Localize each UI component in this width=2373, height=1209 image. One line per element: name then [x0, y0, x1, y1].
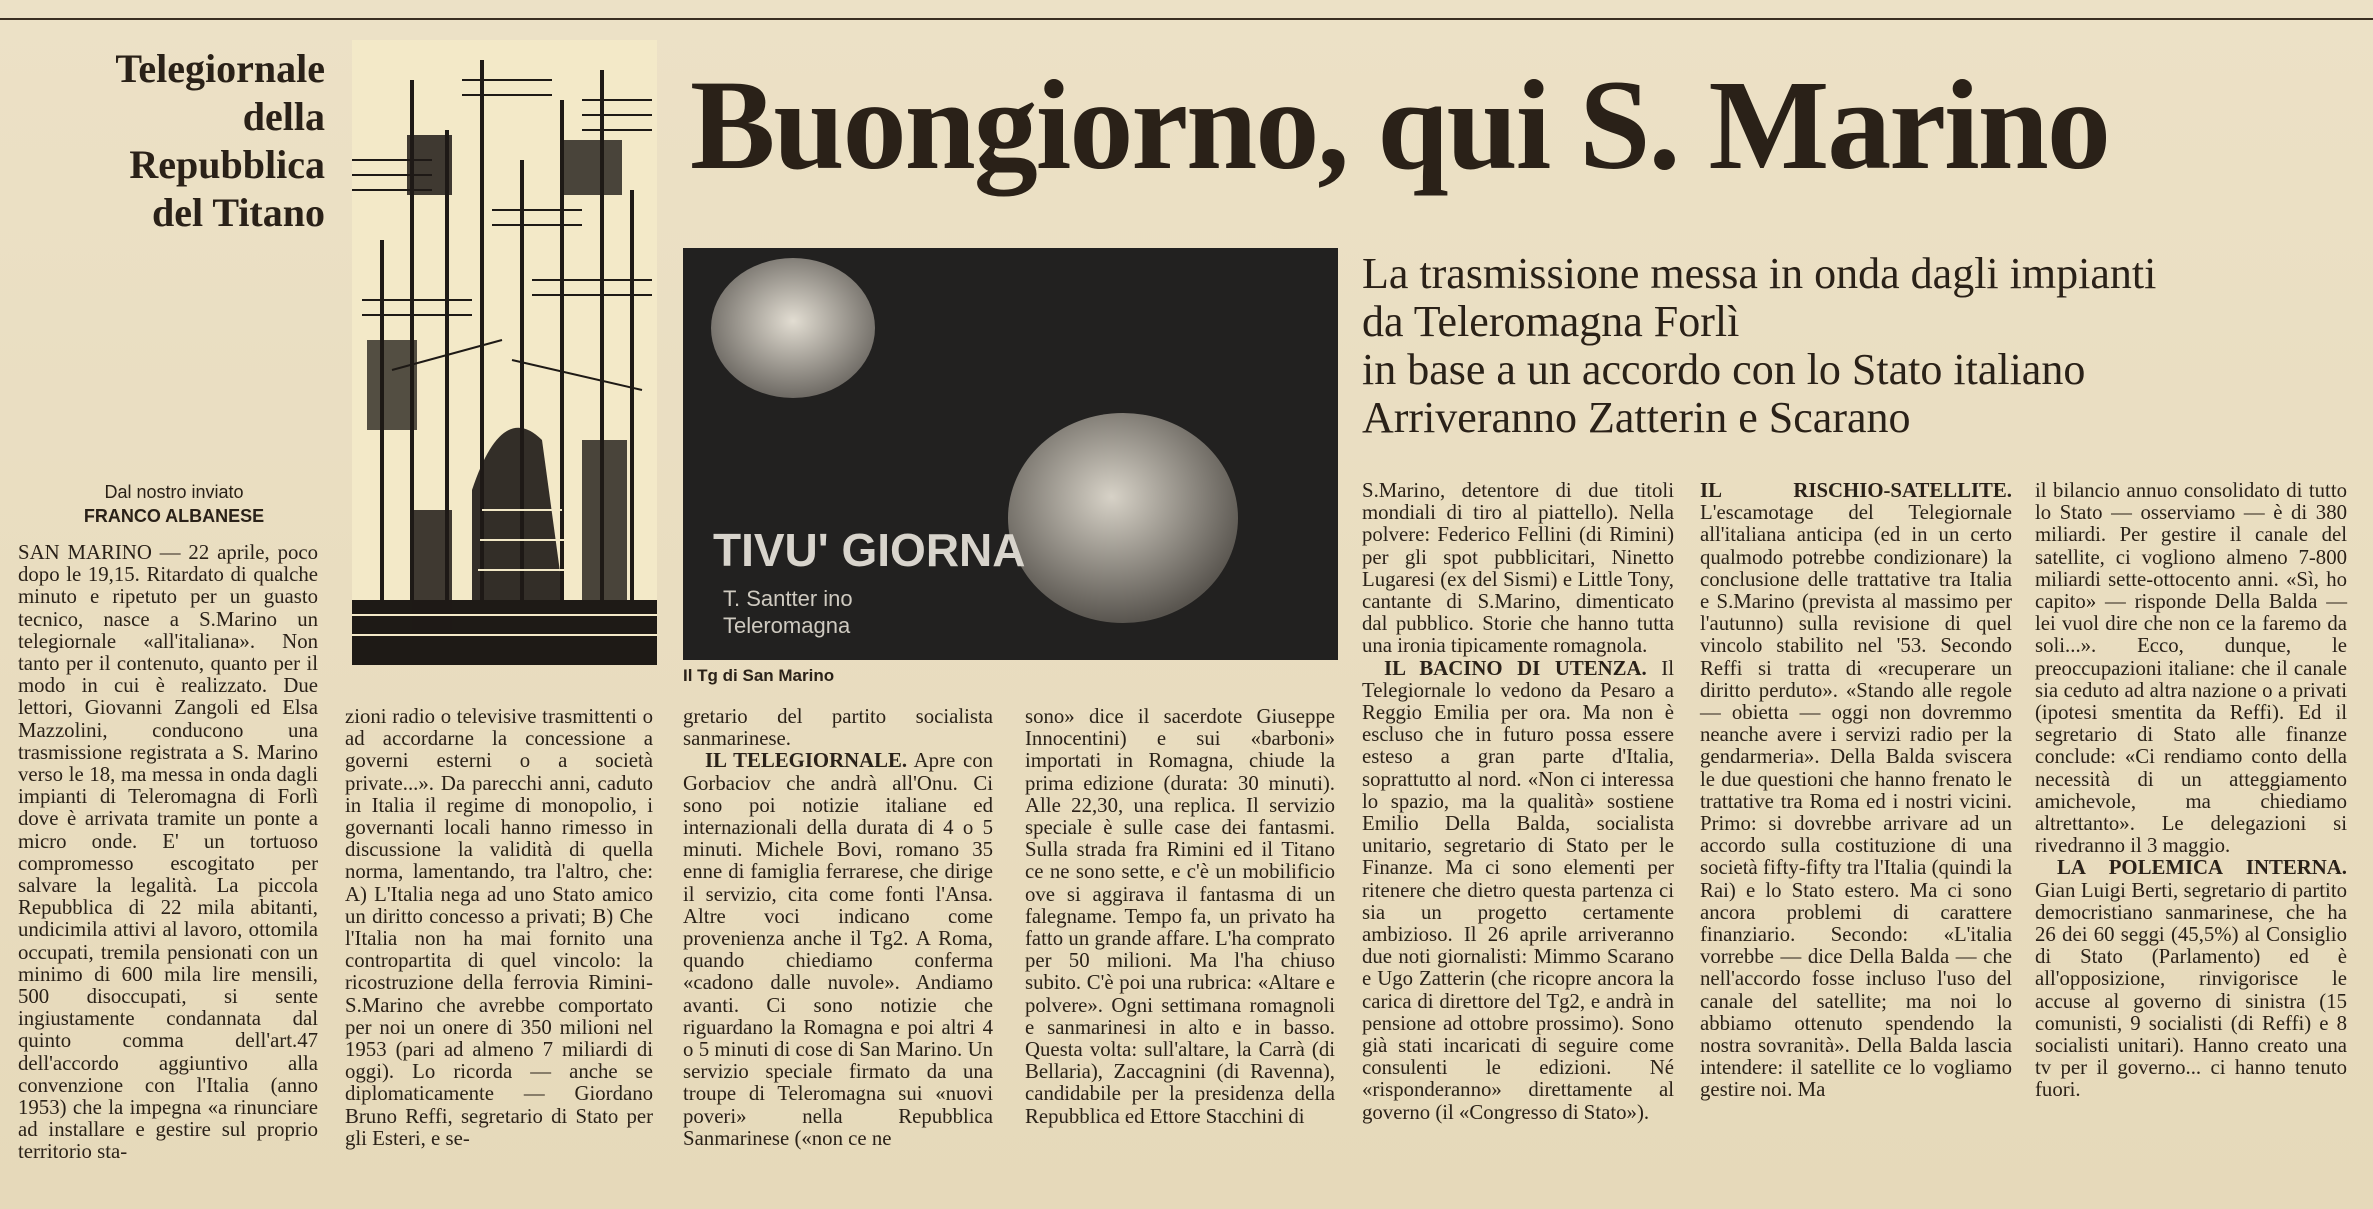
byline-intro: Dal nostro inviato: [104, 482, 244, 502]
tv-screen-image-icon: [683, 248, 1338, 660]
photo-caption: Il Tg di San Marino: [683, 666, 835, 685]
section-heading: IL RISCHIO-SATELLITE.: [1700, 479, 2012, 502]
article-column-4: [1025, 706, 1335, 1128]
article-column-1: [18, 542, 318, 1164]
headline: Buongiorno, qui S. Marino: [690, 54, 2109, 196]
subheadline-line: Arriveranno Zatterin e Scarano: [1362, 393, 1911, 442]
screen-subtext: T. Santter ino: [723, 586, 853, 611]
antenna-illustration: [352, 40, 657, 665]
side-title-line: Telegiornale: [115, 46, 325, 91]
article-paragraph: [1362, 658, 1674, 1124]
paragraph-text: L'escamotage del Telegiornale all'italiana anticipa (ed in un certo qualmodo potrebbe condizionare) la conclusione delle trattative tra Italia e S.Marino (prevista al massimo per l'autunno) sulla revisione di quel vincolo stabilito nel '53. Secondo Reffi si tratta di «recuperare un diritto perduto». «Stando alle regole — obietta — oggi non dovremmo neanche avere i servizi radio per la gendarmeria». Della Balda sviscera le due questioni che hanno frenato le trattative tra Roma ed i nostri vicini. Primo: si dovrebbe arrivare ad un accordo sulla costituzione di una società fifty-fifty tra l'Italia (quindi la Rai) e lo Stato estero. Ma ci sono ancora problemi di carattere finanziario. Secondo: «L'italia vorrebbe — dice Della Balda — che nell'accordo fosse incluso l'uso del canale del satellite; ma noi lo abbiamo ottenuto spendendo la nostra sovranità». Della Balda lascia intendere: il satellite ce lo vogliamo gestire noi. Ma: [1700, 501, 2012, 1102]
article-column-5: [1362, 480, 1674, 1124]
byline-author: FRANCO ALBANESE: [83, 506, 265, 526]
article-paragraph: [683, 750, 993, 1150]
byline: [15, 480, 333, 528]
article-paragraph: sono» dice il sacerdote Giuseppe Innocentini) e sui «barboni» importati in Romagna, chiude la prima edizione (durata: 30 minuti). Alle 22,30, una replica. Il servizio speciale è sulle case dei fantasmi. Sulla strada fra Rimini ed il Titano ce ne sono sette, e c'è un mobilificio ove si aggirava il fantasma di un falegname. Tempo fa, un privato ha fatto un grande affare. L'ha comprato per 50 milioni. Ma l'ha chiuso subito. C'è poi una rubrica: «Altare e polvere». Ogni settimana romagnoli e sanmarinesi in alto e in basso. Questa volta: sull'altare, la Carrà (di Bellaria), Zaccagnini (di Ravenna), candidabile per la presidenza della Repubblica ed Ettore Stacchini di: [1025, 705, 1335, 1128]
side-title-line: Repubblica: [129, 142, 325, 187]
antenna-drawing-icon: [352, 40, 657, 665]
subheadline-line: da Teleromagna Forlì: [1362, 297, 1740, 346]
section-heading: LA POLEMICA INTERNA.: [2057, 856, 2347, 880]
paragraph-text: Il Telegiornale lo vedono da Pesaro a Reggio Emilia per ora. Ma non è escluso che in futuro possa essere esteso a gran parte d'Italia, soprattutto al nord. «Non ci interessa lo spazio, ma la qualità» sostiene Emilio Della Balda, socialista unitario, segretario di Stato per le Finanze. Ma ci sono elementi per ritenere che dietro questa partenza ci sia un progetto certamente ambizioso. Il 26 aprile arriveranno due noti giornalisti: Mimmo Scarano e Ugo Zatterin (che ricopre ancora la carica di direttore del Tg2, e andrà in pensione ad ottobre prossimo). Sono già stati incaricati di seguire come consulenti le edizioni. Né «risponderanno» direttamente al governo (il «Congresso di Stato»).: [1362, 656, 1674, 1124]
subheadline-line: in base a un accordo con lo Stato italiano: [1362, 345, 2086, 394]
article-paragraph: il bilancio annuo consolidato di tutto lo Stato — osserviamo — è di 380 miliardi. Per gestire il canale del satellite, ci vogliono almeno 7-800 miliardi sette-ottocento anni. «Sì, ho capito» — risponde Della Balda — lei vuol dire che non ce la faremo da soli...». Ecco, dunque, le preoccupazioni italiane: che il canale sia ceduto ad altra nazione o a privati (ipotesi smentita da Reffi). Ed il segretario di Stato alle finanze conclude: «Ci rendiamo conto della necessità di un atteggiamento amichevole, ma chiediamo altrettanto». Le delegazioni si rivedranno il 3 maggio.: [2035, 479, 2347, 858]
screen-title: TIVU' GIORNA: [713, 524, 1026, 576]
tv-screen-photo: [683, 248, 1338, 660]
article-column-2: [345, 706, 653, 1150]
screen-subtext: Teleromagna: [723, 613, 851, 638]
top-rule: [0, 18, 2373, 20]
article-column-6: [1700, 480, 2012, 1102]
article-column-7: [2035, 480, 2347, 1102]
article-paragraph: [2035, 857, 2347, 1101]
article-column-3: [683, 706, 993, 1150]
subheadline-line: La trasmissione messa in onda dagli impianti: [1362, 249, 2157, 298]
subheadline: [1362, 250, 2352, 442]
article-paragraph: zioni radio o televisive trasmittenti o ad accordarne la concessione a governi esterni o a società private...». Da parecchi anni, caduto in Italia il regime di monopolio, i governanti locali hanno rimesso in discussione la validità di quella norma, lamentando, tra l'altro, che: A) L'Italia nega ad uno Stato amico un diritto concesso a privati; B) Che l'Italia non ha mai fornito una contropartita di quel vincolo: la ricostruzione della ferrovia Rimini-S.Marino che avrebbe comportato per noi un onere di 350 milioni nel 1953 (pari ad almeno 7 miliardi di oggi). Lo ricorda — anche se diplomaticamente — Giordano Bruno Reffi, segretario di Stato per gli Esteri, e se-: [345, 705, 653, 1150]
side-title-line: della: [242, 94, 325, 139]
article-paragraph: SAN MARINO — 22 aprile, poco dopo le 19,15. Ritardato di qualche minuto e ripetuto per un guasto tecnico, nasce a S.Marino un telegiornale «all'italiana». Non tanto per il contenuto, quanto per il modo in cui è realizzato. Due lettori, Giovanni Zangoli ed Elsa Mazzolini, conducono una trasmissione registrata a S. Marino verso le 18, ma messa in onda dagli impianti di Teleromagna di Forlì dove è arrivata tramite un ponte a micro onde. E' un tortuoso compromesso escogitato per salvare la legalità. La piccola Repubblica di 22 mila abitanti, undicimila attivi al lavoro, ottomila occupati, tremila pensionati con un minimo di 600 mila lire mensili, 500 disoccupati, si sente ingiustamente condannata dal quinto comma dell'art.47 dell'accordo aggiuntivo alla convenzione con l'Italia (anno 1953) che la impegna «a rinunciare ad installare e gestire sul proprio territorio sta-: [18, 541, 318, 1164]
section-heading: IL BACINO DI UTENZA.: [1384, 656, 1647, 680]
article-paragraph: [1700, 480, 2012, 1102]
article-paragraph: gretario del partito socialista sanmarinese.: [683, 705, 993, 751]
paragraph-text: Gian Luigi Berti, segretario di partito democristiano sanmarinese, che ha 26 dei 60 seggi (45,5%) al Consiglio di Stato (Parlamento) ed è all'opposizione, rinvigorisce le accuse al governo di sinistra (15 comunisti, 9 socialisti (di Reffi) e 8 socialisti unitari). Hanno creato una tv per il governo... ci hanno tenuto fuori.: [2035, 878, 2347, 1102]
side-title-line: del Titano: [151, 190, 325, 235]
paragraph-text: Apre con Gorbaciov che andrà all'Onu. Ci sono poi notizie italiane ed internazionali della durata di 4 o 5 minuti. Michele Bovi, romano 35 enne di famiglia ferrarese, che dirige il servizio, cita come fonti l'Ansa. Altre voci indicano come provenienza anche il Tg2. A Roma, quando chiediamo conferma «cadono dalle nuvole». Andiamo avanti. Ci sono notizie che riguardano la Romagna e poi altri 4 o 5 minuti di cose di San Marino. Un servizio speciale firmato da una troupe di Teleromagna sui «nuovi poveri» nella Repubblica Sanmarinese («non ce ne: [683, 749, 993, 1150]
side-title: [60, 45, 325, 237]
section-heading: IL TELEGIORNALE.: [705, 749, 908, 773]
article-paragraph: S.Marino, detentore di due titoli mondiali di tiro al piattello). Nella polvere: Federico Fellini (di Rimini) per gli spot pubblicitari, Ninetto Lugaresi (ex del Sismi) e Little Tony, cantante di S.Marino, dimenticato dal pubblico. Storie che hanno tutta una ironia tipicamente romagnola.: [1362, 479, 1674, 658]
